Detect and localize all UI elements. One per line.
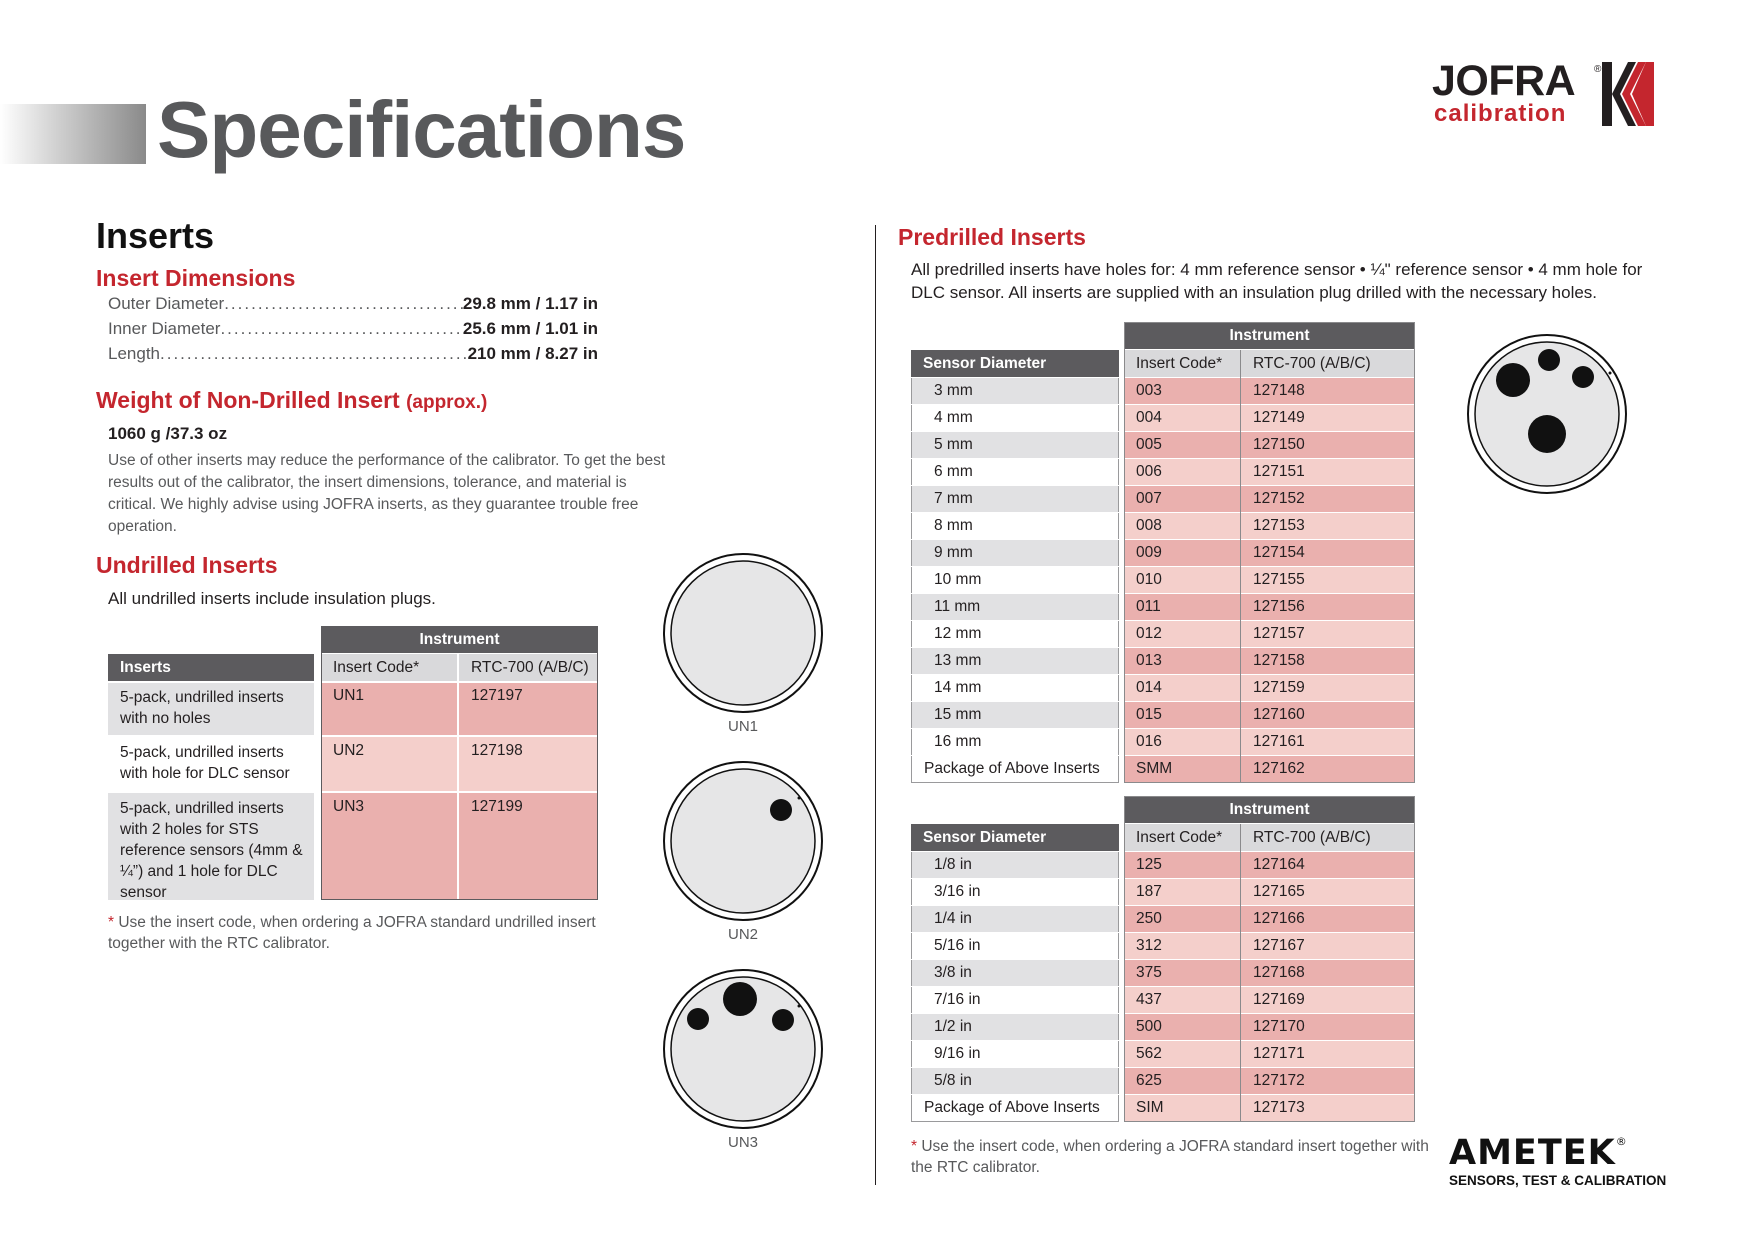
- ametek-logo: [1449, 1133, 1667, 1188]
- table-cell-rtc: 127153: [1241, 513, 1415, 539]
- table-cell-rtc: 127166: [1241, 906, 1415, 932]
- table-cell-code: 011: [1124, 594, 1241, 620]
- weight-heading: Weight of Non-Drilled Insert (approx.): [96, 387, 488, 413]
- table-cell-sensor: 6 mm: [911, 459, 1119, 485]
- dimension-label: Outer Diameter: [108, 294, 225, 313]
- table-cell-rtc: 127152: [1241, 486, 1415, 512]
- logo-reg: ®: [1594, 64, 1602, 75]
- table-cell-sensor: 16 mm: [911, 729, 1119, 755]
- table-cell-rtc: 127151: [1241, 459, 1415, 485]
- un3-label: UN3: [727, 1134, 758, 1151]
- predrilled-footnote: * Use the insert code, when ordering a JOFRA standard insert together with the RTC calibrator.: [911, 1138, 1429, 1176]
- table-cell-rtc: 127164: [1241, 852, 1415, 878]
- table-cell-sensor: 3 mm: [911, 378, 1119, 404]
- col-header-rtc: RTC-700 (A/B/C): [1241, 824, 1415, 851]
- col-header-insert-code: Insert Code*: [1124, 824, 1241, 851]
- undrilled-footnote: * Use the insert code, when ordering a JOFRA standard undrilled insert together with the RTC calibrator.: [108, 914, 596, 952]
- table-cell-sensor: 7 mm: [911, 486, 1119, 512]
- table-cell-sensor: 1/8 in: [911, 852, 1119, 878]
- table-cell-code: 010: [1124, 567, 1241, 593]
- footnote-star: *: [108, 914, 115, 931]
- dimensions-list: [108, 294, 598, 369]
- undrilled-table: [108, 626, 598, 900]
- table-cell-rtc: 127149: [1241, 405, 1415, 431]
- table-cell-rtc: 127160: [1241, 702, 1415, 728]
- table-cell-sensor: Package of Above Inserts: [911, 1095, 1119, 1121]
- col-header-rtc: RTC-700 (A/B/C): [459, 654, 598, 681]
- table-cell-rtc: 127157: [1241, 621, 1415, 647]
- instrument-group-header: Instrument: [1124, 322, 1415, 349]
- table-cell-sensor: 13 mm: [911, 648, 1119, 674]
- table-cell-sensor: 1/2 in: [911, 1014, 1119, 1040]
- ametek-brand: AMETEK: [1449, 1133, 1616, 1173]
- un2-diagram-icon: [662, 760, 824, 922]
- table-cell-sensor: 12 mm: [911, 621, 1119, 647]
- table-cell-code: 016: [1124, 729, 1241, 755]
- dimension-row: [108, 294, 598, 319]
- table-cell-sensor: 14 mm: [911, 675, 1119, 701]
- weight-value: 1060 g /37.3 oz: [108, 424, 228, 443]
- col-header-insert-code: Insert Code*: [321, 654, 457, 681]
- table-cell-rtc: 127170: [1241, 1014, 1415, 1040]
- weight-heading-suffix: (approx.): [406, 392, 488, 413]
- col-header-sensor-diameter: Sensor Diameter: [911, 350, 1119, 377]
- table-cell-rtc: 127154: [1241, 540, 1415, 566]
- un1-diagram-icon: [662, 552, 824, 714]
- table-cell-code: 012: [1124, 621, 1241, 647]
- table-cell-code: 562: [1124, 1041, 1241, 1067]
- table-cell-code: 013: [1124, 648, 1241, 674]
- table-cell-sensor: 9/16 in: [911, 1041, 1119, 1067]
- header-accent-bar: [0, 104, 146, 164]
- table-cell-rtc: 127156: [1241, 594, 1415, 620]
- predrilled-diagram-icon: [1466, 333, 1628, 495]
- table-cell-code: UN1: [321, 683, 457, 735]
- table-cell-rtc: 127159: [1241, 675, 1415, 701]
- table-cell-rtc: 127173: [1241, 1095, 1415, 1121]
- col-header-sensor-diameter: Sensor Diameter: [911, 824, 1119, 851]
- predrilled-imperial-table: [911, 796, 1417, 1122]
- table-cell-code: 009: [1124, 540, 1241, 566]
- table-cell-sensor: 15 mm: [911, 702, 1119, 728]
- table-cell-code: 187: [1124, 879, 1241, 905]
- un3-diagram-icon: [662, 968, 824, 1130]
- table-cell-sensor: 4 mm: [911, 405, 1119, 431]
- table-cell-rtc: 127162: [1241, 756, 1415, 782]
- table-cell-code: UN2: [321, 737, 457, 791]
- inserts-heading: Inserts: [96, 215, 215, 256]
- predrilled-intro: All predrilled inserts have holes for: 4 mm reference sensor • ¼" reference sensor • 4 mm hole for DLC sensor. All inserts are supplied with an insulation plug drilled with the necessary holes.: [911, 260, 1643, 302]
- table-cell-code: 500: [1124, 1014, 1241, 1040]
- table-cell-insert: 5-pack, undrilled inserts with 2 holes for STS reference sensors (4mm & ¼”) and 1 hole for DLC sensor: [108, 793, 314, 900]
- table-cell-sensor: 3/16 in: [911, 879, 1119, 905]
- table-cell-sensor: 5 mm: [911, 432, 1119, 458]
- instrument-group-header: Instrument: [1124, 796, 1415, 823]
- table-cell-rtc: 127148: [1241, 378, 1415, 404]
- table-cell-code: 625: [1124, 1068, 1241, 1094]
- column-divider: [875, 225, 876, 1185]
- undrilled-heading: Undrilled Inserts: [96, 552, 278, 578]
- table-cell-insert: 5-pack, undrilled inserts with hole for DLC sensor: [108, 737, 314, 791]
- table-cell-sensor: 5/16 in: [911, 933, 1119, 959]
- table-cell-sensor: Package of Above Inserts: [911, 756, 1119, 782]
- table-cell-code: 125: [1124, 852, 1241, 878]
- table-cell-rtc: 127150: [1241, 432, 1415, 458]
- table-cell-code: 014: [1124, 675, 1241, 701]
- table-cell-sensor: 7/16 in: [911, 987, 1119, 1013]
- instrument-group-header: Instrument: [321, 626, 598, 653]
- col-header-insert-code: Insert Code*: [1124, 350, 1241, 377]
- table-cell-sensor: 10 mm: [911, 567, 1119, 593]
- dimension-value: 29.8 mm / 1.17 in: [462, 294, 598, 313]
- logo-brand: JOFRA: [1432, 57, 1576, 105]
- ametek-reg: ®: [1615, 1135, 1628, 1148]
- table-cell-sensor: 9 mm: [911, 540, 1119, 566]
- table-cell-code: 015: [1124, 702, 1241, 728]
- table-cell-rtc: 127168: [1241, 960, 1415, 986]
- table-cell-insert: 5-pack, undrilled inserts with no holes: [108, 683, 314, 735]
- jofra-logo: [1432, 57, 1654, 128]
- table-cell-rtc: 127198: [459, 737, 598, 791]
- col-header-inserts: Inserts: [108, 654, 314, 681]
- table-cell-sensor: 3/8 in: [911, 960, 1119, 986]
- table-cell-code: 005: [1124, 432, 1241, 458]
- table-cell-sensor: 1/4 in: [911, 906, 1119, 932]
- table-cell-code: 008: [1124, 513, 1241, 539]
- table-cell-sensor: 8 mm: [911, 513, 1119, 539]
- table-cell-rtc: 127171: [1241, 1041, 1415, 1067]
- un2-label: UN2: [727, 926, 758, 943]
- dimension-value: 25.6 mm / 1.01 in: [462, 319, 598, 338]
- table-cell-code: 375: [1124, 960, 1241, 986]
- predrilled-heading: Predrilled Inserts: [898, 224, 1086, 250]
- table-cell-rtc: 127158: [1241, 648, 1415, 674]
- table-cell-sensor: 5/8 in: [911, 1068, 1119, 1094]
- dimension-label: Inner Diameter: [108, 319, 221, 338]
- page-title: Specifications: [157, 85, 686, 174]
- un1-label: UN1: [727, 718, 758, 735]
- table-cell-code: SIM: [1124, 1095, 1241, 1121]
- weight-note: Use of other inserts may reduce the performance of the calibrator. To get the best results out of the calibrator, the insert dimensions, tolerance, and material is critical. We highly advise using JOFRA inserts, as they guarantee trouble free operation.: [108, 452, 666, 535]
- table-cell-code: 437: [1124, 987, 1241, 1013]
- table-cell-rtc: 127167: [1241, 933, 1415, 959]
- table-cell-code: UN3: [321, 793, 457, 900]
- table-cell-rtc: 127161: [1241, 729, 1415, 755]
- insert-dimensions-heading: Insert Dimensions: [96, 265, 296, 291]
- table-cell-rtc: 127197: [459, 683, 598, 735]
- dimension-value: 210 mm / 8.27 in: [467, 344, 598, 363]
- dimension-label: Length: [108, 344, 160, 363]
- table-cell-rtc: 127199: [459, 793, 598, 900]
- undrilled-intro: All undrilled inserts include insulation plugs.: [108, 589, 436, 608]
- table-cell-sensor: 11 mm: [911, 594, 1119, 620]
- logo-sub: calibration: [1434, 100, 1567, 127]
- jofra-k-mark-icon: [1602, 62, 1654, 126]
- dimension-row: [108, 319, 598, 344]
- table-cell-code: 004: [1124, 405, 1241, 431]
- footnote-star: *: [911, 1138, 918, 1155]
- table-cell-code: 007: [1124, 486, 1241, 512]
- table-cell-code: 003: [1124, 378, 1241, 404]
- predrilled-metric-table: [911, 322, 1417, 783]
- table-cell-code: SMM: [1124, 756, 1241, 782]
- table-cell-code: 006: [1124, 459, 1241, 485]
- ametek-tagline: SENSORS, TEST & CALIBRATION: [1449, 1173, 1667, 1188]
- table-cell-rtc: 127155: [1241, 567, 1415, 593]
- table-cell-code: 250: [1124, 906, 1241, 932]
- table-cell-rtc: 127165: [1241, 879, 1415, 905]
- col-header-rtc: RTC-700 (A/B/C): [1241, 350, 1415, 377]
- table-cell-code: 312: [1124, 933, 1241, 959]
- table-cell-rtc: 127172: [1241, 1068, 1415, 1094]
- table-cell-rtc: 127169: [1241, 987, 1415, 1013]
- dimension-row: [108, 344, 598, 369]
